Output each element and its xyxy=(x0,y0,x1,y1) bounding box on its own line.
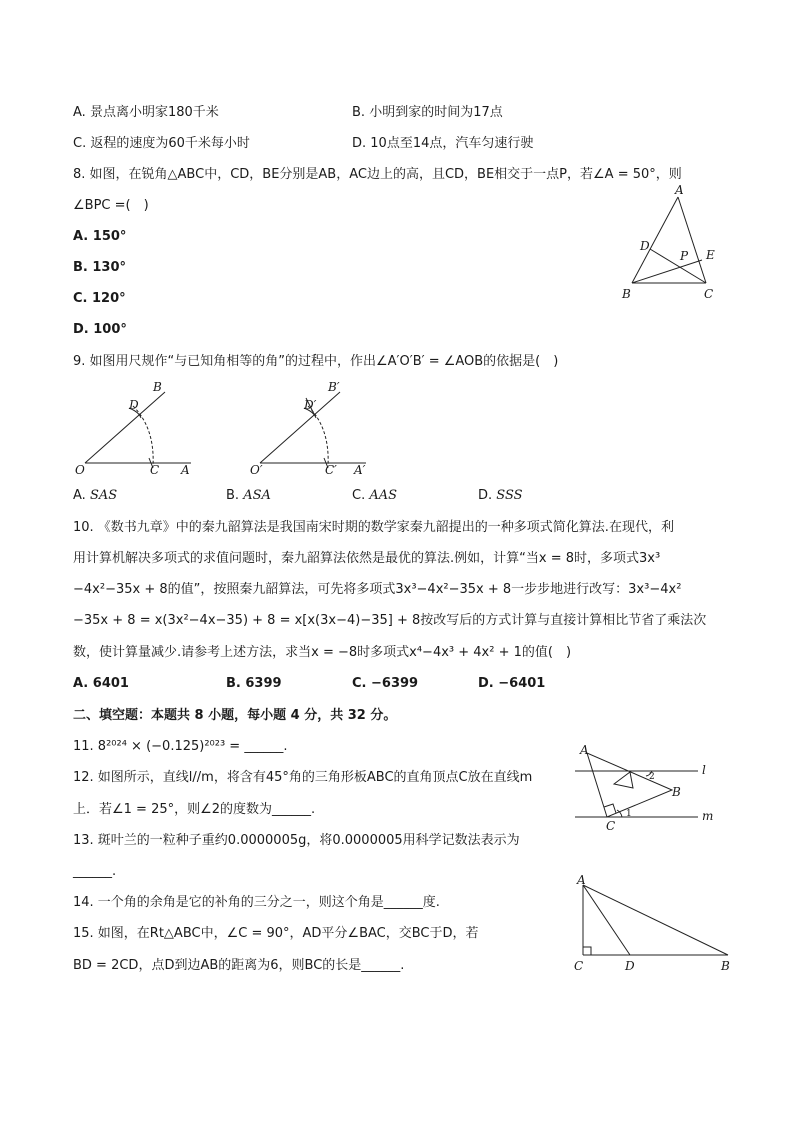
q8-label-a: A xyxy=(675,183,684,197)
q12-triangle-abc xyxy=(587,753,672,817)
q9-figure-original-angle xyxy=(73,378,198,478)
q12-label-angle-1: 1 xyxy=(626,809,632,819)
q8-label-b: B xyxy=(622,287,631,301)
q9-figure-constructed-angle xyxy=(248,378,378,478)
q10-stem-line1: 10. 《数书九章》中的秦九韶算法是我国南宋时期的数学家秦九韶提出的一种多项式简化算法.在现代，利 xyxy=(73,520,674,535)
q12-triangle-hole xyxy=(614,772,633,788)
q8-label-c: C xyxy=(704,287,714,301)
q15-right-triangle-figure xyxy=(570,872,740,977)
q7-option-c: C. 返程的速度为60千米每小时 xyxy=(73,136,250,151)
q9-option-d: D. SSS xyxy=(478,488,523,503)
q9-fig1-label-b: B xyxy=(153,380,162,394)
q12-label-l: l xyxy=(702,763,706,777)
q10-stem-line4: −35x + 8 = x(3x²−4x−35) + 8 = x[x(3x−4)−35] + 8按改写后的方式计算与直接计算相比节省了乘法次 xyxy=(73,613,707,628)
q15-label-d: D xyxy=(625,959,635,973)
q10-option-a: A. 6401 xyxy=(73,676,129,691)
q9-fig1-label-d: D xyxy=(129,398,139,412)
q15-label-b: B xyxy=(721,959,730,973)
q8-option-a: A. 150° xyxy=(73,229,127,244)
q8-triangle-figure xyxy=(620,183,720,303)
q8-option-c: C. 120° xyxy=(73,291,126,306)
q12-label-a: A xyxy=(580,743,589,757)
q8-label-d: D xyxy=(640,239,650,253)
q8-altitude-cd xyxy=(650,249,706,283)
q9-fig1-label-o: O xyxy=(75,463,85,477)
q12-label-b: B xyxy=(672,785,681,799)
q15-stem-line1: 15. 如图，在Rt△ABC中，∠C = 90°，AD平分∠BAC，交BC于D，若 xyxy=(73,926,479,941)
q9-option-a: A. SAS xyxy=(73,488,118,503)
q8-option-b: B. 130° xyxy=(73,260,127,275)
q15-stem-line2: BD = 2CD，点D到边AB的距离为6，则BC的长是______. xyxy=(73,958,405,973)
q10-option-d: D. −6401 xyxy=(478,676,546,691)
q9-option-c: C. AAS xyxy=(352,488,398,503)
q9-fig2-label-a: A′ xyxy=(354,463,366,477)
q15-label-a: A xyxy=(577,873,586,887)
q9-stem: 9. 如图用尺规作“与已知角相等的角”的过程中，作出∠A′O′B′ = ∠AOB的依据是( ) xyxy=(73,354,559,369)
q9-fig1-label-a: A xyxy=(181,463,190,477)
q12-label-m: m xyxy=(702,809,714,823)
q8-label-e: E xyxy=(706,248,715,262)
section-2-heading: 二、填空题：本题共 8 小题，每小题 4 分，共 32 分。 xyxy=(73,708,397,723)
q15-label-c: C xyxy=(574,959,584,973)
q11-stem: 11. 8²⁰²⁴ × (−0.125)²⁰²³ = ______. xyxy=(73,739,288,754)
q9-fig2-label-c: C′ xyxy=(325,463,337,477)
q15-bisector-ad xyxy=(583,885,630,955)
q10-stem-line2: 用计算机解决多项式的求值问题时，秦九韶算法依然是最优的算法.例如，计算“当x = 8时，多项式3x³ xyxy=(73,551,661,566)
q8-option-d: D. 100° xyxy=(73,322,127,337)
q15-side-ab xyxy=(583,885,728,955)
q10-option-b: B. 6399 xyxy=(226,676,282,691)
q12-stem-line2: 上．若∠1 = 25°，则∠2的度数为______. xyxy=(73,802,316,817)
q12-stem-line1: 12. 如图所示，直线l//m，将含有45°角的三角形板ABC的直角顶点C放在直线m xyxy=(73,770,533,785)
q7-option-a: A. 景点离小明家180千米 xyxy=(73,105,219,120)
q9-fig2-label-b: B′ xyxy=(328,380,340,394)
q8-side-ac xyxy=(678,197,706,283)
q7-option-b: B. 小明到家的时间为17点 xyxy=(352,105,503,120)
q8-stem-line2: ∠BPC =( ) xyxy=(73,198,149,213)
q9-option-b: B. ASA xyxy=(226,488,271,503)
q13-stem-line2: ______. xyxy=(73,864,117,879)
q12-label-c: C xyxy=(606,819,616,833)
q14-stem: 14. 一个角的余角是它的补角的三分之一，则这个角是______度. xyxy=(73,895,440,910)
q10-stem-line3: −4x²−35x + 8的值”，按照秦九韶算法，可先将多项式3x³−4x²−35x + 8一步步地进行改写：3x³−4x² xyxy=(73,582,682,597)
q12-label-angle-2: 2 xyxy=(649,772,655,782)
q10-option-c: C. −6399 xyxy=(352,676,419,691)
q8-label-p: P xyxy=(680,249,689,263)
q9-fig2-label-d: D′ xyxy=(304,398,317,412)
q10-stem-line5: 数，使计算量减少.请参考上述方法，求当x = −8时多项式x⁴−4x³ + 4x² + 1的值( ) xyxy=(73,645,572,660)
q13-stem-line1: 13. 斑叶兰的一粒种子重约0.0000005g，将0.0000005用科学记数法表示为 xyxy=(73,833,520,848)
q8-stem-line1: 8. 如图，在锐角△ABC中，CD，BE分别是AB，AC边上的高，且CD，BE相交于一点P，若∠A = 50°，则 xyxy=(73,167,682,182)
q12-parallel-lines-figure xyxy=(570,740,720,835)
q9-fig1-label-c: C xyxy=(150,463,160,477)
q7-option-d: D. 10点至14点，汽车匀速行驶 xyxy=(352,136,534,151)
q9-fig2-label-o: O′ xyxy=(250,463,263,477)
